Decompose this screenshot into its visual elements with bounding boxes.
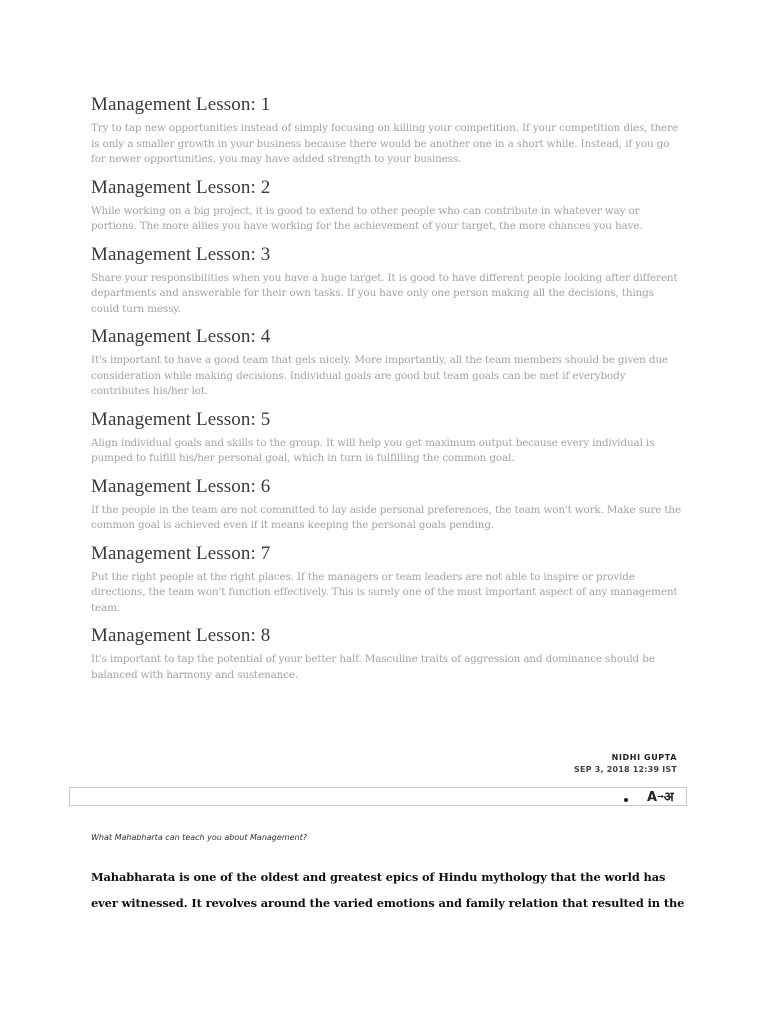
intro-paragraph: Mahabharata is one of the oldest and greatest epics of Hindu mythology that the world has ever witnessed. It revolves around the varied emotions and family relation that resulted in the [91, 870, 685, 910]
lesson-text: Align individual goals and skills to the group. It will help you get maximum output because every individual is pumped to fulfill his/her personal goal, which in turn is fulfilling the common goal. [91, 436, 655, 464]
lesson-5 [91, 409, 681, 467]
lesson-text: While working on a big project, it is good to extend to other people who can contribute in whatever way or portions. The more allies you have working for the achievement of your target, the more chances you have. [91, 204, 643, 232]
translate-button[interactable] [647, 789, 674, 805]
lesson-text: It's important to have a good team that gels nicely. More importantly, all the team members should be given due consideration while making decisions. Individual goals are good but team goals can be met if everybody contributes his/her lot. [91, 354, 668, 397]
lesson-title: Management Lesson: 1 [91, 94, 271, 115]
lesson-3 [91, 244, 681, 318]
lessons-list [91, 94, 681, 692]
bullet-dot-icon [624, 798, 628, 802]
lesson-title: Management Lesson: 5 [91, 408, 271, 430]
lesson-title: Management Lesson: 7 [91, 542, 271, 564]
article-caption: What Mahabharta can teach you about Management? [91, 833, 307, 842]
lesson-1 [91, 94, 681, 168]
lesson-title: Management Lesson: 8 [91, 625, 271, 646]
lesson-text: If the people in the team are not committed to lay aside personal preferences, the team won't work. Make sure the common goal is achieved even if it means keeping the personal goals pending. [91, 503, 681, 531]
lesson-text: It's important to tap the potential of your better half. Masculine traits of aggression and dominance should be balanced with harmony and sustenance. [91, 653, 655, 681]
article-toolbar [69, 787, 687, 806]
lesson-text: Put the right people at the right places. If the managers or team leaders are not able to inspire or provide directions, the team won't function effectively. This is surely one of the most important aspect of any management team. [91, 570, 678, 614]
lesson-title: Management Lesson: 6 [91, 475, 271, 497]
lesson-title: Management Lesson: 4 [91, 326, 271, 347]
lesson-7 [91, 543, 681, 617]
byline [574, 752, 677, 776]
lesson-4 [91, 326, 681, 400]
translate-to-label: अ [663, 790, 674, 805]
lesson-2 [91, 177, 681, 235]
publish-date: SEP 3, 2018 12:39 IST [574, 765, 677, 774]
lesson-text: Share your responsibilities when you have a huge target. It is good to have different people looking after different departments and answerable for their own tasks. If you have only one person making all the decisions, things could turn messy. [91, 271, 678, 315]
lesson-title: Management Lesson: 2 [91, 176, 271, 198]
translate-from-label: A [647, 790, 658, 805]
lesson-title: Management Lesson: 3 [91, 243, 271, 265]
lesson-6 [91, 476, 681, 534]
author-name: NIDHI GUPTA [611, 753, 677, 762]
arrow-right-icon: → [657, 792, 664, 801]
lesson-8 [91, 625, 681, 683]
lesson-text: Try to tap new opportunities instead of simply focusing on killing your competition. If your competition dies, there is only a smaller growth in your business because there would be another one in a short while. Instead, if you go for newer opportunities, you may have added strength to your business. [91, 122, 678, 165]
